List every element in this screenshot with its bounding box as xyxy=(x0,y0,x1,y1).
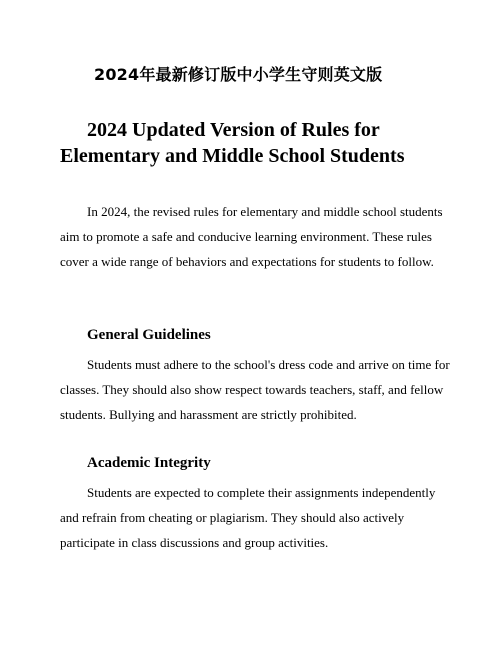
section-body-academic-integrity: Students are expected to complete their assignments independently and refrain from cheating or plagiarism. They should also actively participate in class discussions and group activities. xyxy=(60,485,436,550)
english-title xyxy=(60,117,480,169)
intro-paragraph: In 2024, the revised rules for elementary and middle school students aim to promote a safe and conducive learning environment. These rules cover a wide range of behaviors and expectations for students to follow. xyxy=(60,204,443,269)
english-title-line-1: 2024 Updated Version of Rules for xyxy=(87,119,380,141)
section-heading-general-guidelines: General Guidelines xyxy=(87,327,211,343)
english-title-line-2: Elementary and Middle School Students xyxy=(60,145,405,167)
chinese-title: 2024年最新修订版中小学生守则英文版 xyxy=(94,65,383,84)
section-body-general-guidelines: Students must adhere to the school's dress code and arrive on time for classes. They should also show respect towards teachers, staff, and fellow students. Bullying and harassment are strictly prohibited. xyxy=(60,357,450,422)
section-heading-academic-integrity: Academic Integrity xyxy=(87,455,211,471)
